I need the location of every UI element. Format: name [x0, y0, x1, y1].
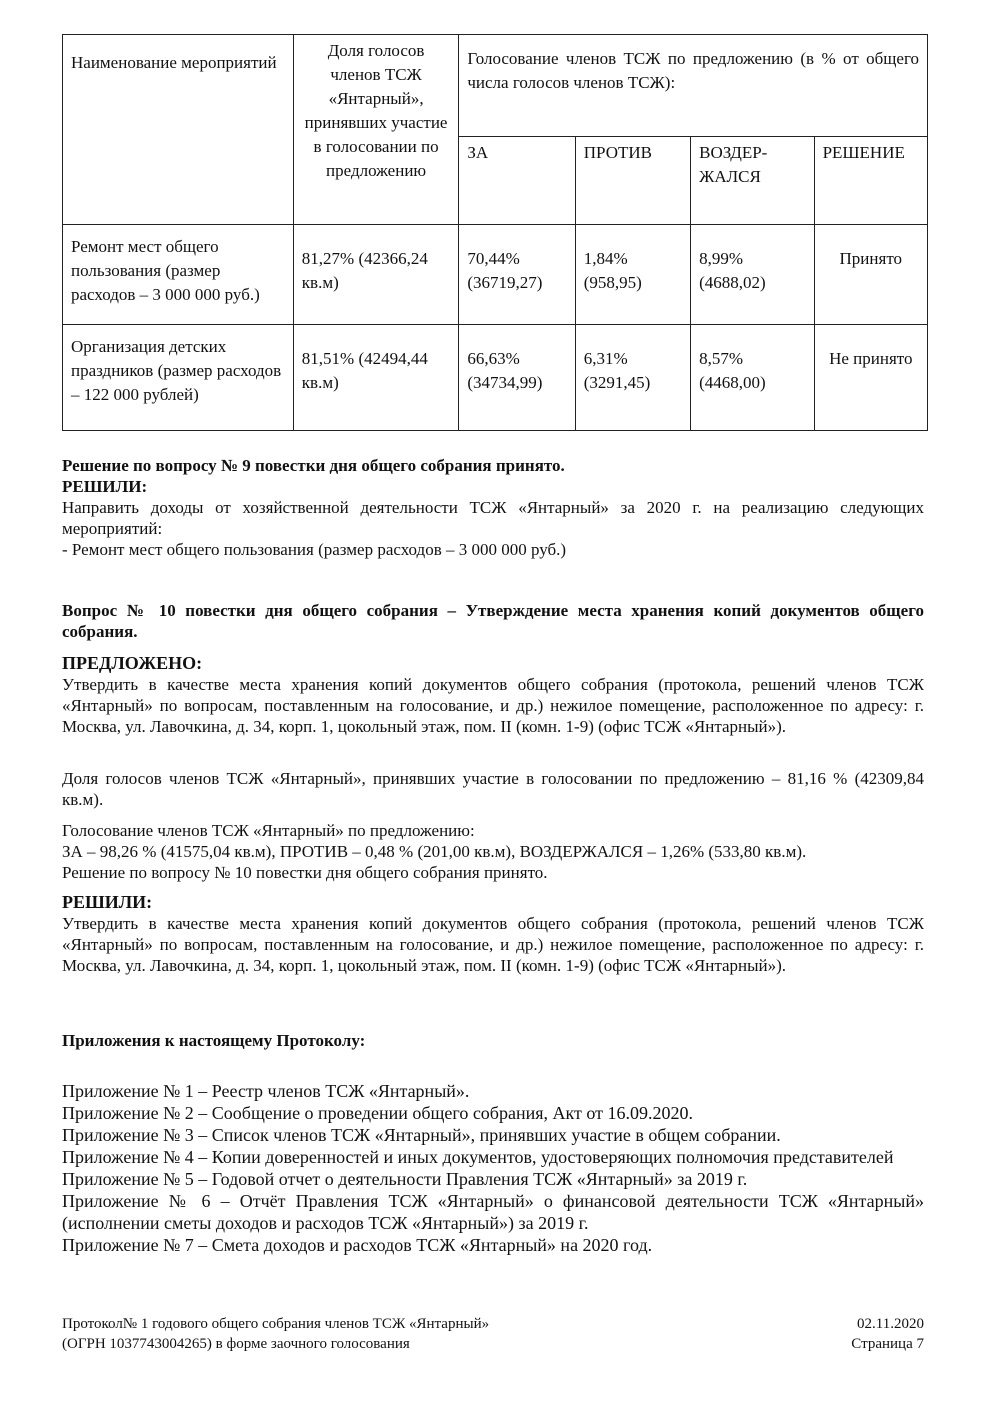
- row-protiv: 1,84% (958,95): [575, 225, 690, 325]
- header-vote-group: Голосование членов ТСЖ по предложению (в % от общего числа голосов членов ТСЖ):: [459, 35, 928, 137]
- table-row: [63, 325, 928, 431]
- list-item: Приложение № 7 – Смета доходов и расходов ТСЖ «Янтарный» на 2020 год.: [62, 1235, 653, 1255]
- header-event-name: Наименование мероприятий: [63, 35, 294, 225]
- row-share: 81,51% (42494,44 кв.м): [293, 325, 459, 431]
- header-reshenie: РЕШЕНИЕ: [814, 137, 927, 225]
- list-item: Приложение № 2 – Сообщение о проведении общего собрания, Акт от 16.09.2020.: [62, 1103, 694, 1123]
- q9-resolved-text: Направить доходы от хозяйственной деятельности ТСЖ «Янтарный» за 2020 г. на реализацию следующих мероприятий:: [62, 498, 924, 538]
- row-protiv: 6,31% (3291,45): [575, 325, 690, 431]
- row-share: 81,27% (42366,24 кв.м): [293, 225, 459, 325]
- q10-share-text: Доля голосов членов ТСЖ «Янтарный», принявших участие в голосовании по предложению – 81,16 % (42309,84 кв.м).: [62, 769, 924, 809]
- row-decision: Не принято: [814, 325, 927, 431]
- footer-right: [851, 1314, 924, 1354]
- row-vozder: 8,99% (4688,02): [691, 225, 814, 325]
- q10-vote-label: Голосование членов ТСЖ «Янтарный» по предложению:: [62, 821, 475, 840]
- header-vozder: ВОЗДЕР-ЖАЛСЯ: [691, 137, 814, 225]
- q10-vote-result: ЗА – 98,26 % (41575,04 кв.м), ПРОТИВ – 0,48 % (201,00 кв.м), ВОЗДЕРЖАЛСЯ – 1,26% (533,80 кв.м).: [62, 842, 807, 861]
- q9-section: [62, 455, 924, 560]
- q10-proposed-text: Утвердить в качестве места хранения копий документов общего собрания (протокола, решений членов ТСЖ «Янтарный» по вопросам, поставленным на голосование, и др.) нежилое помещение, расположенное по адресу: г. Москва, ул. Лавочкина, д. 34, корп. 1, цокольный этаж, пом. II (комн. 1-9) (офис ТСЖ «Янтарный»).: [62, 675, 924, 736]
- row-decision: Принято: [814, 225, 927, 325]
- q10-resolved-text: Утвердить в качестве места хранения копий документов общего собрания (протокола, решений членов ТСЖ «Янтарный» по вопросам, поставленным на голосование, и др.) нежилое помещение, расположенное по адресу: г. Москва, ул. Лавочкина, д. 34, корп. 1, цокольный этаж, пом. II (комн. 1-9) (офис ТСЖ «Янтарный»).: [62, 914, 924, 975]
- list-item: Приложение № 1 – Реестр членов ТСЖ «Янтарный».: [62, 1081, 470, 1101]
- row-vozder: 8,57% (4468,00): [691, 325, 814, 431]
- q10-proposed-label: ПРЕДЛОЖЕНО:: [62, 653, 203, 673]
- list-item: Приложение № 3 – Список членов ТСЖ «Янтарный», принявших участие в общем собрании.: [62, 1125, 781, 1145]
- header-vote-share: Доля голосов членов ТСЖ «Янтарный», принявших участие в голосовании по предложению: [293, 35, 459, 225]
- voting-results-table: [62, 34, 928, 431]
- q10-title: Вопрос № 10 повестки дня общего собрания – Утверждение места хранения копий документов общего собрания.: [62, 601, 924, 641]
- list-item: Приложение № 6 – Отчёт Правления ТСЖ «Янтарный» о финансовой деятельности ТСЖ «Янтарный» (исполнении сметы доходов и расходов ТСЖ «Янтарный») за 2019 г.: [62, 1191, 924, 1233]
- q9-item: - Ремонт мест общего пользования (размер расходов – 3 000 000 руб.): [62, 540, 567, 559]
- q10-vote: [62, 820, 924, 883]
- footer-page-number: Страница 7: [851, 1336, 924, 1352]
- list-item: Приложение № 4 – Копии доверенностей и иных документов, удостоверяющих полномочия представителей: [62, 1147, 894, 1167]
- page-footer: [62, 1314, 924, 1354]
- list-item: Приложение № 5 – Годовой отчет о деятельности Правления ТСЖ «Янтарный» за 2019 г.: [62, 1169, 748, 1189]
- header-protiv: ПРОТИВ: [575, 137, 690, 225]
- row-za: 66,63% (34734,99): [459, 325, 575, 431]
- row-za: 70,44% (36719,27): [459, 225, 575, 325]
- q9-decision: Решение по вопросу № 9 повестки дня общего собрания принято.: [62, 456, 565, 475]
- header-za: ЗА: [459, 137, 575, 225]
- q10-resolved-label: РЕШИЛИ:: [62, 892, 153, 912]
- row-event-name: Организация детских праздников (размер расходов – 122 000 рублей): [63, 325, 294, 431]
- footer-date: 02.11.2020: [857, 1316, 924, 1332]
- q10-proposed: [62, 653, 924, 737]
- q10-decision: Решение по вопросу № 10 повестки дня общего собрания принято.: [62, 863, 548, 882]
- footer-line2: (ОГРН 1037743004265) в форме заочного голосования: [62, 1336, 410, 1352]
- row-event-name: Ремонт мест общего пользования (размер расходов – 3 000 000 руб.): [63, 225, 294, 325]
- q9-resolved-label: РЕШИЛИ:: [62, 477, 148, 496]
- q10-resolved: [62, 892, 924, 976]
- appendices-title: Приложения к настоящему Протоколу:: [62, 1031, 366, 1050]
- table-row: [63, 225, 928, 325]
- appendices-list: [62, 1080, 924, 1256]
- footer-line1: Протокол№ 1 годового общего собрания членов ТСЖ «Янтарный»: [62, 1316, 490, 1332]
